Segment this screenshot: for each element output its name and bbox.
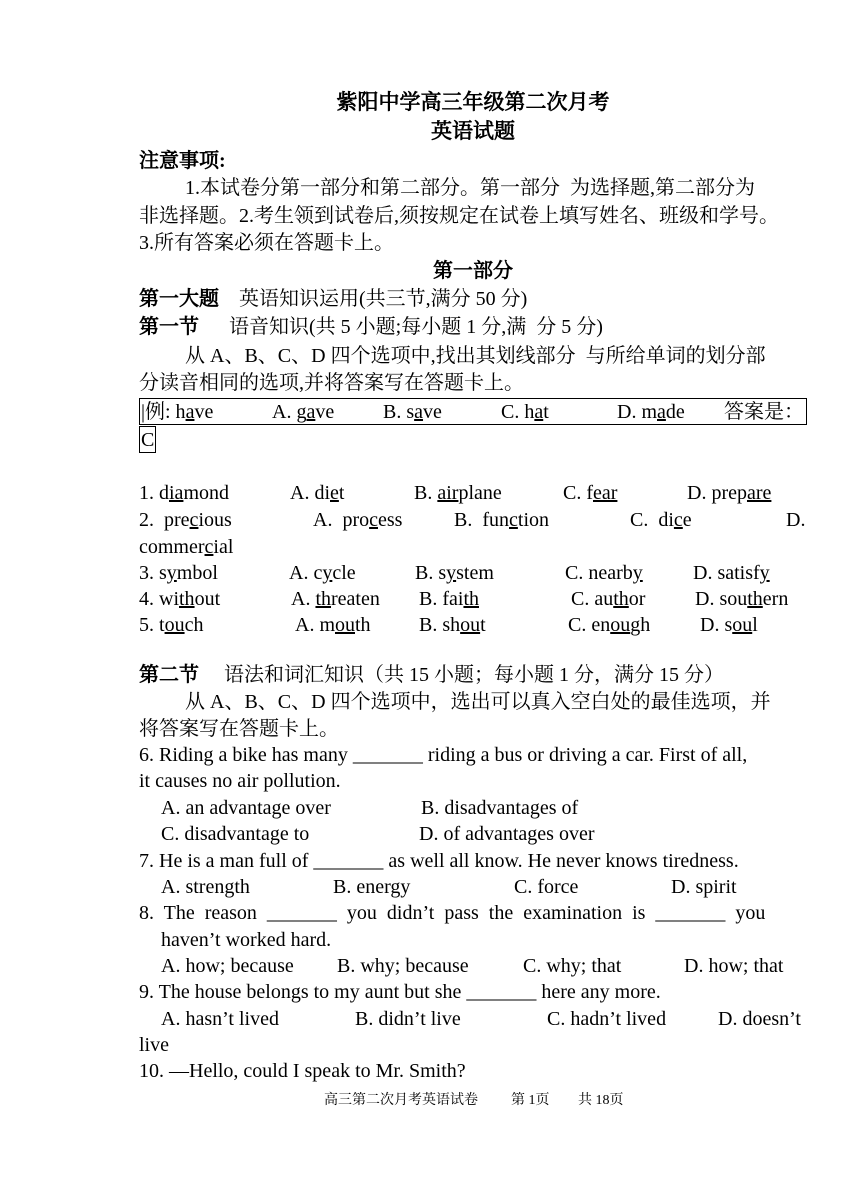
q1-a-u: e xyxy=(330,482,339,504)
section2-text: 语法和词汇知识（共 15 小题；每小题 1 分，满分 15 分） xyxy=(224,664,724,686)
q4-c-u: th xyxy=(613,588,629,610)
q5-option-d xyxy=(700,612,758,638)
q1-stem-pre: 1. d xyxy=(139,482,169,504)
q5-c-u: ou xyxy=(610,614,631,636)
q3-a-pre: A. c xyxy=(289,562,323,584)
q1-c-pre: C. f xyxy=(563,482,593,504)
q2-option-a xyxy=(313,507,402,533)
ex-b-post: ve xyxy=(423,401,442,423)
section-big-heading xyxy=(139,286,527,312)
q3-stem-u: y xyxy=(166,562,177,584)
q3-option-b xyxy=(415,560,494,586)
q4-b-pre: B. fai xyxy=(419,588,464,610)
q3-a-u: y xyxy=(322,562,333,584)
ex-c-pre: C. h xyxy=(501,401,535,423)
q3-stem xyxy=(139,560,218,586)
example-option-d xyxy=(617,399,685,425)
q9-option-d: D. doesn’t xyxy=(718,1008,801,1030)
q4-a-u: th xyxy=(315,588,332,610)
q2-option-c xyxy=(630,507,692,533)
q2-a-u: c xyxy=(369,509,378,531)
ex-c-u: a xyxy=(534,401,544,423)
notice-line-3: 3.所有答案必须在答题卡上。 xyxy=(139,232,394,254)
q8-option-c: C. why; that xyxy=(523,955,622,977)
q1-b-pre: B. xyxy=(414,482,438,504)
q4-b-u: th xyxy=(463,588,479,610)
q4-d-post: ern xyxy=(762,588,789,610)
q2-b-u: c xyxy=(509,509,518,531)
q2-stem xyxy=(139,507,232,533)
q2-a-pre: A. pro xyxy=(313,509,370,531)
q3-b-post: stem xyxy=(456,562,494,584)
example-answer-label: 答案是： xyxy=(724,401,804,423)
q3-c-pre: C. nearb xyxy=(565,562,633,584)
q9-option-d-cont: live xyxy=(139,1034,169,1056)
section2-instruction-2: 将答案写在答题卡上。 xyxy=(139,718,339,740)
q2-option-d: D. xyxy=(786,509,806,531)
q6-option-c: C. disadvantage to xyxy=(161,823,310,845)
part1-title: 第一部分 xyxy=(433,260,513,282)
ex-b-pre: B. s xyxy=(383,401,415,423)
q5-b-post: t xyxy=(480,614,486,636)
example-word-underlined: a xyxy=(185,401,195,423)
notice-line-1: 1.本试卷分第一部分和第二部分。第一部分 为选择题,第二部分为 xyxy=(185,177,755,199)
q8-option-b: B. why; because xyxy=(337,955,469,977)
q4-stem xyxy=(139,586,220,612)
footer-title: 高三第二次月考英语试卷 xyxy=(324,1093,478,1108)
section1-heading xyxy=(139,314,603,340)
footer-page: 第 1页 xyxy=(511,1093,550,1108)
q3-d-pre: D. satisf xyxy=(693,562,760,584)
q5-option-a xyxy=(295,612,371,638)
q7-option-c: C. force xyxy=(514,876,579,898)
q1-a-pre: A. di xyxy=(290,482,330,504)
section1-text: 语音知识(共 5 小题;每小题 1 分,满 分 5 分) xyxy=(229,316,603,338)
q2-d-cont-pre: commer xyxy=(139,536,205,558)
q3-d-u: y xyxy=(759,562,770,584)
q1-stem xyxy=(139,480,229,506)
q5-a-pre: A. m xyxy=(295,614,335,636)
q3-b-u: y xyxy=(446,562,457,584)
section1-instruction-2: 分读音相同的选项,并将答案写在答题卡上。 xyxy=(139,372,524,394)
q3-option-c xyxy=(565,560,643,586)
exam-title: 紫阳中学高三年级第二次月考 xyxy=(336,90,610,114)
q1-stem-post: mond xyxy=(183,482,229,504)
section2-heading xyxy=(139,662,724,688)
notice-line-2: 非选择题。2.考生领到试卷后,须按规定在试卷上填写姓名、班级和学号。 xyxy=(139,205,779,227)
q1-stem-u: ia xyxy=(169,482,184,504)
q1-d-pre: D. prep xyxy=(687,482,747,504)
q4-c-pre: C. au xyxy=(571,588,614,610)
example-word-pre: |例: h xyxy=(141,401,186,423)
q4-option-a xyxy=(291,586,380,612)
example-box xyxy=(139,398,807,425)
q2-stem-u: c xyxy=(189,509,199,531)
q7-option-d: D. spirit xyxy=(671,876,737,898)
q2-stem-pre: 2. pre xyxy=(139,509,190,531)
q3-stem-post: mbol xyxy=(176,562,218,584)
q4-a-pre: A. xyxy=(291,588,316,610)
q4-stem-pre: 4. wi xyxy=(139,588,179,610)
q1-option-c xyxy=(563,480,617,506)
q5-b-pre: B. sh xyxy=(419,614,461,636)
q5-c-pre: C. en xyxy=(568,614,611,636)
q4-option-d xyxy=(695,586,788,612)
q3-option-d xyxy=(693,560,770,586)
example-word-post: ve xyxy=(194,401,214,423)
q1-option-d xyxy=(687,480,771,506)
section1-label: 第一节 xyxy=(139,316,199,338)
notice-heading: 注意事项: xyxy=(139,150,226,172)
q4-d-u: th xyxy=(747,588,763,610)
q7-line-1: 7. He is a man full of _______ as well all know. He never knows tiredness. xyxy=(139,850,739,872)
q8-line-1: 8. The reason _______ you didn’t pass the examination is _______ you xyxy=(139,902,766,924)
q4-a-post: reaten xyxy=(331,588,380,610)
example-option-c xyxy=(501,399,549,425)
q5-b-u: ou xyxy=(460,614,481,636)
q8-option-d: D. how; that xyxy=(684,955,784,977)
q2-c-u: c xyxy=(673,509,683,531)
q5-option-b xyxy=(419,612,486,638)
section-big-text: 英语知识运用(共三节,满分 50 分) xyxy=(239,288,528,310)
ex-a-u: a xyxy=(306,401,316,423)
q5-a-u: ou xyxy=(335,614,355,636)
q2-d-cont-post: ial xyxy=(213,536,234,558)
section1-instruction-1: 从 A、B、C、D 四个选项中,找出其划线部分 与所给单词的划分部 xyxy=(185,345,766,367)
q3-b-pre: B. s xyxy=(415,562,447,584)
ex-d-pre: D. m xyxy=(617,401,657,423)
q4-option-b xyxy=(419,586,479,612)
q3-stem-pre: 3. s xyxy=(139,562,167,584)
q4-c-post: or xyxy=(628,588,646,610)
q2-c-post: e xyxy=(682,509,692,531)
q5-stem-post: ch xyxy=(184,614,204,636)
ex-d-u: a xyxy=(657,401,666,423)
q3-a-post: cle xyxy=(332,562,356,584)
q2-b-pre: B. fun xyxy=(454,509,509,531)
q3-option-a xyxy=(289,560,356,586)
q6-option-a: A. an advantage over xyxy=(161,797,331,819)
q3-c-u: y xyxy=(632,562,643,584)
q4-option-c xyxy=(571,586,645,612)
example-word xyxy=(141,399,213,425)
q6-line-2: it causes no air pollution. xyxy=(139,770,341,792)
section2-instruction-1: 从 A、B、C、D 四个选项中，选出可以真入空白处的最佳选项，并 xyxy=(185,691,771,713)
q1-b-post: plane xyxy=(458,482,502,504)
ex-a-post: ve xyxy=(315,401,335,423)
q2-option-d-cont xyxy=(139,534,233,560)
q1-d-u: are xyxy=(746,482,772,504)
q5-d-u: ou xyxy=(732,614,753,636)
ex-c-post: t xyxy=(543,401,549,423)
ex-a-pre: A. g xyxy=(272,401,307,423)
exam-subtitle: 英语试题 xyxy=(431,119,515,143)
section2-label: 第二节 xyxy=(139,664,199,686)
q6-line-1: 6. Riding a bike has many _______ riding a bus or driving a car. First of all, xyxy=(139,744,748,766)
q10-line-1: 10. —Hello, could I speak to Mr. Smith? xyxy=(139,1060,466,1082)
q9-option-b: B. didn’t live xyxy=(355,1008,461,1030)
q1-c-u: ear xyxy=(593,482,618,504)
q5-stem xyxy=(139,612,203,638)
q5-d-post: l xyxy=(752,614,758,636)
q6-option-d: D. of advantages over xyxy=(419,823,595,845)
example-answer: C xyxy=(141,429,155,451)
q1-b-u: air xyxy=(437,482,459,504)
q7-option-a: A. strength xyxy=(161,876,250,898)
q8-option-a: A. how; because xyxy=(161,955,294,977)
ex-d-post: de xyxy=(665,401,685,423)
q4-stem-post: out xyxy=(194,588,221,610)
q8-line-2: haven’t worked hard. xyxy=(161,929,332,951)
q5-c-post: gh xyxy=(630,614,651,636)
q5-option-c xyxy=(568,612,650,638)
q2-d-cont-u: c xyxy=(204,536,214,558)
section-big-label: 第一大题 xyxy=(139,288,219,310)
q5-a-post: th xyxy=(355,614,371,636)
q5-d-pre: D. s xyxy=(700,614,733,636)
footer-total: 共 18页 xyxy=(578,1093,624,1108)
q2-option-b xyxy=(454,507,549,533)
q4-stem-u: th xyxy=(179,588,195,610)
q2-a-post: ess xyxy=(378,509,403,531)
q1-option-b xyxy=(414,480,502,506)
q5-stem-pre: 5. t xyxy=(139,614,165,636)
q1-a-post: t xyxy=(338,482,345,504)
q9-option-a: A. hasn’t lived xyxy=(161,1008,279,1030)
example-option-a xyxy=(272,399,334,425)
q7-option-b: B. energy xyxy=(333,876,411,898)
example-option-b xyxy=(383,399,442,425)
q6-option-b: B. disadvantages of xyxy=(421,797,579,819)
q2-b-post: tion xyxy=(517,509,550,531)
q2-stem-post: ious xyxy=(198,509,232,531)
q5-stem-u: ou xyxy=(164,614,185,636)
q9-option-c: C. hadn’t lived xyxy=(547,1008,667,1030)
q2-c-pre: C. di xyxy=(630,509,674,531)
ex-b-u: a xyxy=(414,401,424,423)
q4-d-pre: D. sou xyxy=(695,588,748,610)
q9-line-1: 9. The house belongs to my aunt but she _______ here any more. xyxy=(139,981,661,1003)
q1-option-a xyxy=(290,480,344,506)
